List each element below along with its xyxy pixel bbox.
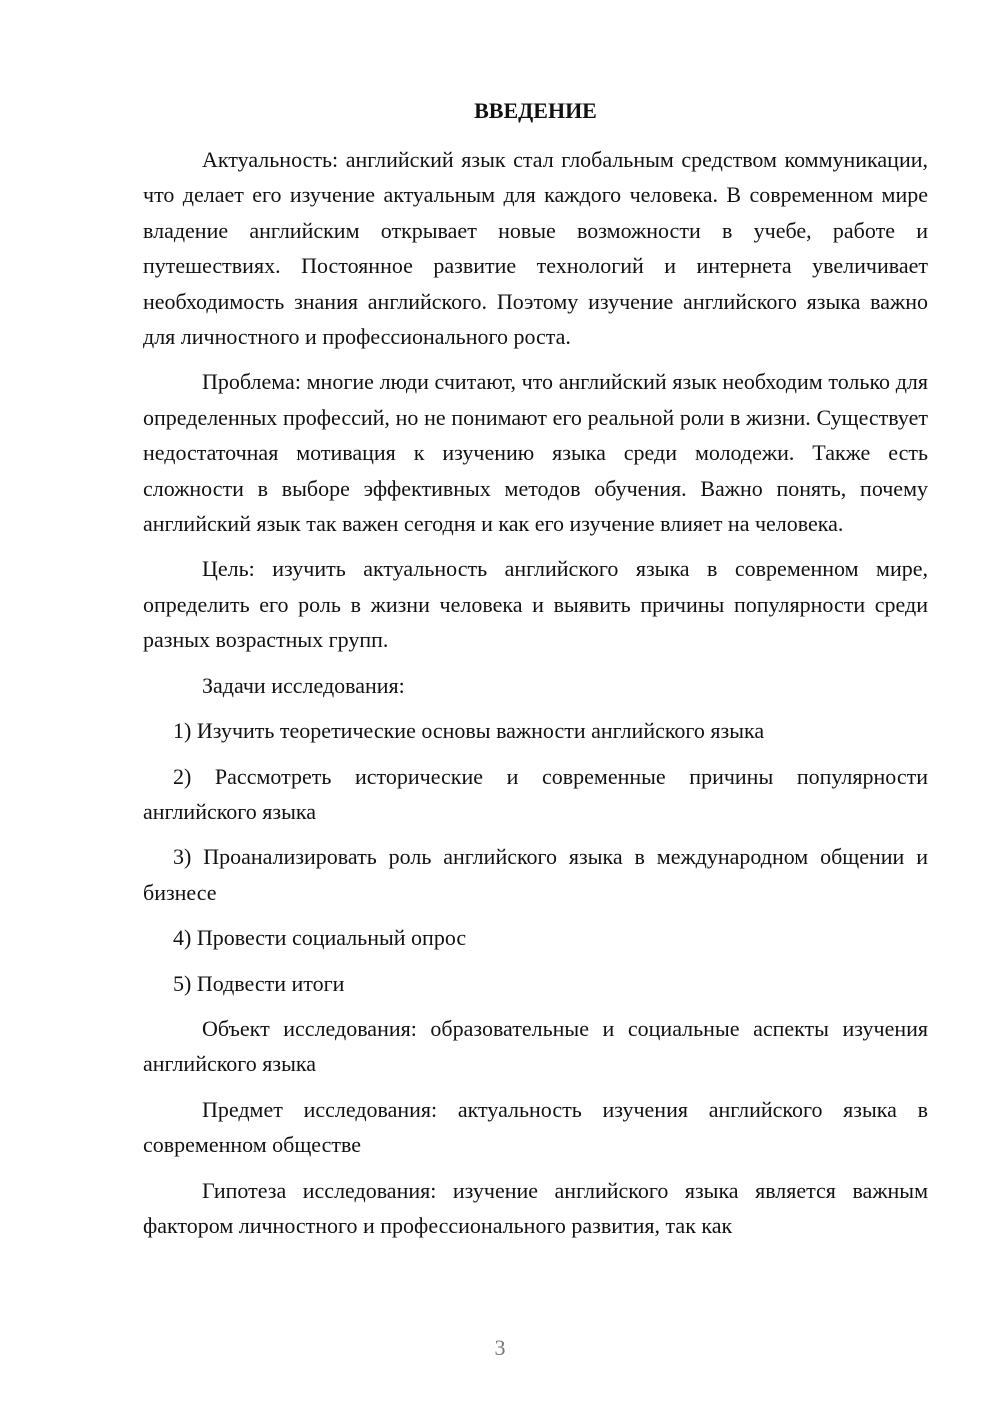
page-title: ВВЕДЕНИЕ bbox=[474, 98, 597, 123]
actuality-paragraph: Актуальность: английский язык стал глобальным средством коммуникации, что делает его изучение актуальным для каждого человека. В современном мире владение английским открывает новые возможности в учебе, работе и путешествиях. Постоянное развитие технологий и интернета увеличивает необходимость знания английского. Поэтому изучение английского языка важно для личностного и профессионального роста. bbox=[143, 147, 928, 350]
problem-paragraph: Проблема: многие люди считают, что английский язык необходим только для определенных профессий, но не понимают его реальной роли в жизни. Существует недостаточная мотивация к изучению языка среди молодежи. Также есть сложности в выборе эффективных методов обучения. Важно понять, почему английский язык так важен сегодня и как его изучение влияет на человека. bbox=[143, 369, 928, 537]
task-item-1: 1) Изучить теоретические основы важности английского языка bbox=[173, 718, 765, 744]
task-item-4: 4) Провести социальный опрос bbox=[173, 925, 467, 951]
task-item-3: 3) Проанализировать роль английского языка в международном общении и бизнесе bbox=[143, 844, 928, 905]
document-body bbox=[143, 142, 928, 1243]
page-number: 3 bbox=[494, 1335, 506, 1360]
goal-paragraph: Цель: изучить актуальность английского языка в современном мире, определить его роль в жизни человека и выявить причины популярности среди разных возрастных групп. bbox=[143, 556, 928, 653]
task-item-5: 5) Подвести итоги bbox=[173, 970, 345, 996]
tasks-heading: Задачи исследования: bbox=[202, 672, 405, 698]
hypothesis-paragraph: Гипотеза исследования: изучение английского языка является важным фактором личностного и профессионального развития, так как bbox=[143, 1177, 928, 1238]
research-subject-paragraph: Предмет исследования: актуальность изучения английского языка в современном обществе bbox=[143, 1096, 928, 1158]
task-item-2: 2) Рассмотреть исторические и современные причины популярности английского языка bbox=[143, 763, 928, 824]
research-object-paragraph: Объект исследования: образовательные и социальные аспекты изучения английского языка bbox=[143, 1015, 928, 1077]
